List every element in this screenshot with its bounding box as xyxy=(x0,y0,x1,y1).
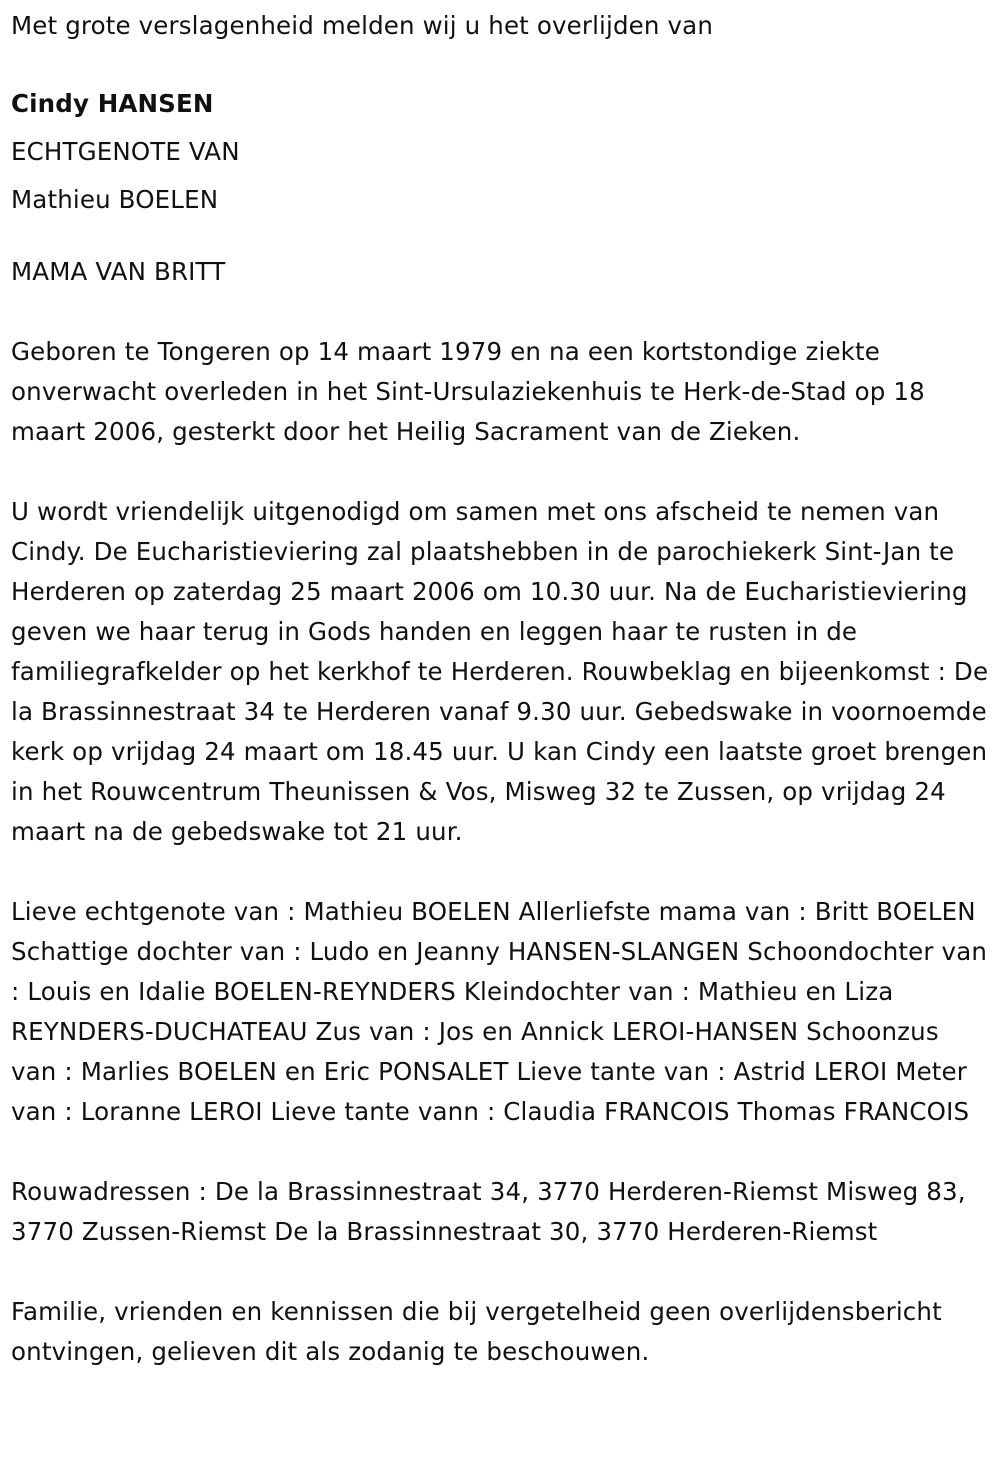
funeral-paragraph: U wordt vriendelijk uitgenodigd om samen met ons afscheid te nemen van Cindy. De Eucharistieviering zal plaatshebben in de parochiekerk Sint-Jan te Herderen op zaterdag 25 maart 2006 om 10.30 uur. Na de Eucharistieviering geven we haar terug in Gods handen en leggen haar te rusten in de familiegrafkelder op het kerkhof te Herderen. Rouwbeklag en bijeenkomst : De la Brassinnestraat 34 te Herderen vanaf 9.30 uur. Gebedswake in voornoemde kerk op vrijdag 24 maart om 18.45 uur. U kan Cindy een laatste groet brengen in het Rouwcentrum Theunissen & Vos, Misweg 32 te Zussen, op vrijdag 24 maart na de gebedswake tot 21 uur. xyxy=(11,497,989,846)
spacer xyxy=(11,224,989,252)
spouse-prefix: ECHTGENOTE VAN xyxy=(11,137,240,166)
spacer xyxy=(11,46,989,74)
deceased-name: Cindy HANSEN xyxy=(11,89,214,118)
spacer xyxy=(11,292,989,332)
intro-text: Met grote verslagenheid melden wij u het overlijden van xyxy=(11,11,714,40)
spacer xyxy=(11,452,989,492)
spacer xyxy=(11,1132,989,1172)
spacer xyxy=(11,852,989,892)
mother-of: MAMA VAN BRITT xyxy=(11,257,226,286)
death-notice xyxy=(11,6,989,1372)
addresses-paragraph: Rouwadressen : De la Brassinnestraat 34, 3770 Herderen-Riemst Misweg 83, 3770 Zussen-Riemst De la Brassinnestraat 30, 3770 Herderen-Riemst xyxy=(11,1177,966,1246)
family-paragraph: Lieve echtgenote van : Mathieu BOELEN Allerliefste mama van : Britt BOELEN Schattige dochter van : Ludo en Jeanny HANSEN-SLANGEN Schoondochter van : Louis en Idalie BOELEN-REYNDERS Kleindochter van : Mathieu en Liza REYNDERS-DUCHATEAU Zus van : Jos en Annick LEROI-HANSEN Schoonzus van : Marlies BOELEN en Eric PONSALET Lieve tante van : Astrid LEROI Meter van : Loranne LEROI Lieve tante vann : Claudia FRANCOIS Thomas FRANCOIS xyxy=(11,897,988,1126)
spacer xyxy=(11,1252,989,1292)
closing-paragraph: Familie, vrienden en kennissen die bij vergetelheid geen overlijdensbericht ontvingen, gelieven dit als zodanig te beschouwen. xyxy=(11,1297,942,1366)
birth-death-paragraph: Geboren te Tongeren op 14 maart 1979 en na een kortstondige ziekte onverwacht overleden in het Sint-Ursulaziekenhuis te Herk-de-Stad op 18 maart 2006, gesterkt door het Heilig Sacrament van de Zieken. xyxy=(11,337,925,446)
spouse-name: Mathieu BOELEN xyxy=(11,185,219,214)
